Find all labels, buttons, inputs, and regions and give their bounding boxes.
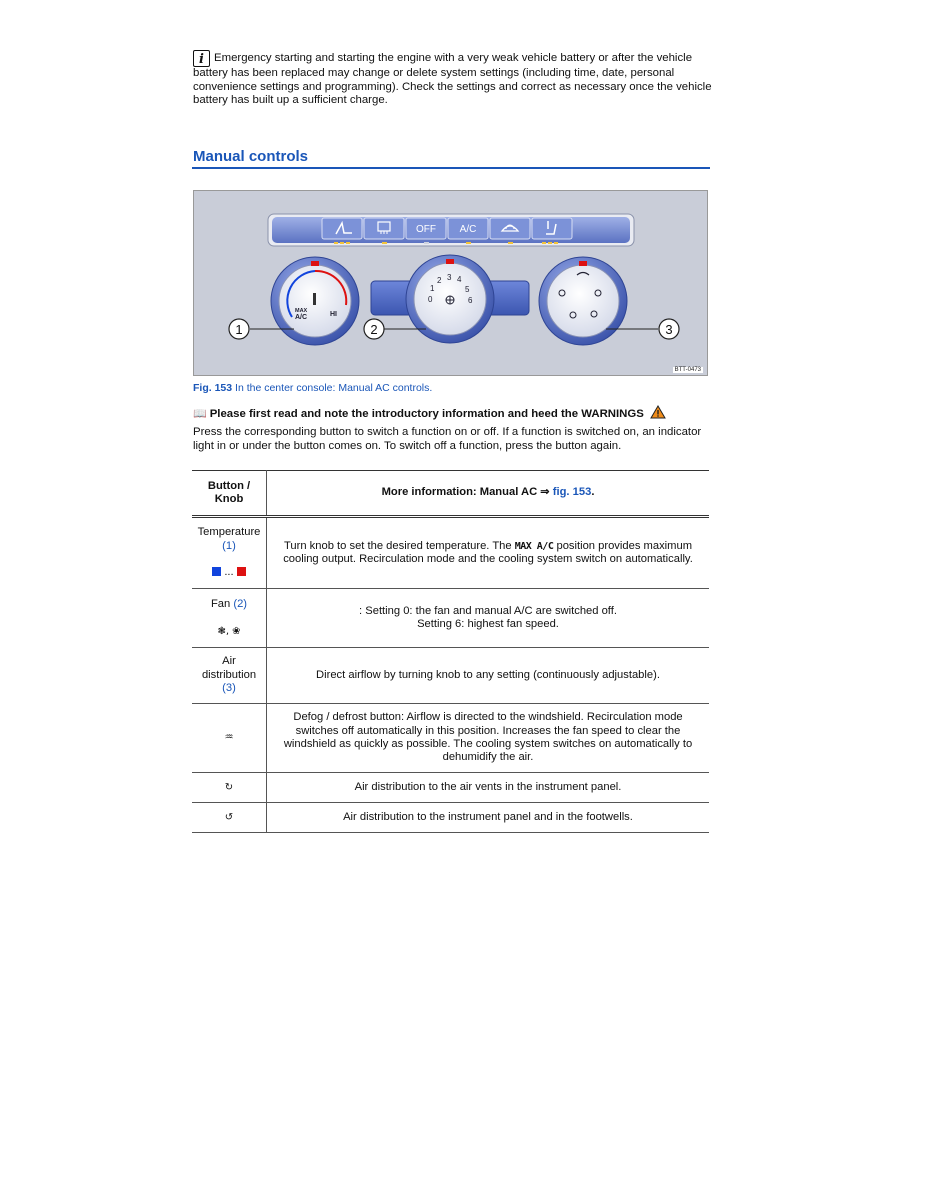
svg-text:5: 5: [465, 285, 470, 294]
air-distribution-knob[interactable]: [539, 257, 627, 345]
cold-square-icon: [212, 567, 221, 576]
table-row: [192, 704, 709, 773]
row-text: Defog / defrost button: Airflow is directed to the windshield. Recirculation mode switches off automatically in this position. Increases the fan speed to clear the windshield as quickly as possible. The cooling system switches on automatically to dehumidify the air.: [267, 704, 710, 773]
temperature-knob[interactable]: [271, 257, 359, 345]
button-seat-heat-left[interactable]: [322, 218, 362, 239]
button-recirculation[interactable]: [490, 218, 530, 239]
row-text: Turn knob to set the desired temperature. The MAX A/C position provides maximum cooling output. Recirculation mode and the cooling system switch on automatically.: [267, 517, 710, 589]
intro-text: Press the corresponding button to switch a function on or off. If a function is switched on, an indicator light in or under the button comes on. To switch off a function, press the button again.: [193, 426, 702, 452]
fig-link[interactable]: fig. 153: [552, 486, 592, 499]
svg-text:0: 0: [428, 295, 433, 304]
button-rear-defrost[interactable]: [364, 218, 404, 239]
manual-ac-figure: [193, 190, 708, 376]
row-label-panel-footwell: [192, 803, 267, 833]
hi-label: HI: [330, 311, 337, 318]
svg-text:3: 3: [447, 273, 452, 282]
header-more-info: More information: Manual AC ⇒ fig. 153.: [267, 471, 710, 517]
panel-vent-icon: ↻: [224, 781, 234, 793]
section-title: Manual controls: [193, 148, 309, 165]
title-divider: [192, 167, 710, 169]
table-row: [192, 517, 709, 589]
table-row: [192, 589, 709, 648]
fan-icon: ❃, ❀: [217, 625, 241, 637]
row-text: Air distribution to the air vents in the instrument panel.: [267, 773, 710, 803]
button-seat-heat-right[interactable]: [532, 218, 572, 239]
maxac-label: MAX: [295, 308, 308, 314]
row-label-defrost: [192, 704, 267, 773]
info-note: [193, 50, 713, 108]
svg-text:3: 3: [665, 322, 673, 337]
svg-text:1: 1: [235, 322, 243, 337]
svg-text:2: 2: [370, 322, 378, 337]
info-note-text: Emergency starting and starting the engine with a very weak vehicle battery or after the vehicle battery has been replaced may change or delete system settings (including time, date, personal convenience settings and programming). Check the settings and correct as necessary once the vehicle battery has built up a sufficient charge.: [193, 52, 712, 107]
button-off[interactable]: [406, 218, 446, 239]
ref-3-link[interactable]: (3): [222, 682, 236, 695]
panel-footwell-icon: ↺: [224, 811, 234, 823]
button-ac[interactable]: [448, 218, 488, 239]
ac-control-illustration: [194, 191, 708, 376]
row-text: Direct airflow by turning knob to any setting (continuously adjustable).: [267, 648, 710, 704]
table-header-row: [192, 471, 709, 517]
figure-caption: [193, 382, 432, 394]
ref-1-link[interactable]: (1): [222, 539, 236, 552]
maxac-label-2: A/C: [295, 314, 308, 321]
defrost-icon: ♒: [224, 732, 234, 744]
table-row: [192, 648, 709, 704]
read-first-text: Please first read and note the introductory information and heed the WARNINGS: [209, 408, 644, 420]
table-row: [192, 773, 709, 803]
header-button-knob: Button / Knob: [192, 471, 267, 517]
ref-2-link[interactable]: (2): [233, 597, 248, 610]
table-row: [192, 803, 709, 833]
svg-text:2: 2: [437, 276, 442, 285]
read-first-notice: [193, 405, 666, 420]
row-label-panel-vents: [192, 773, 267, 803]
controls-table: [192, 470, 709, 833]
row-text: : Setting 0: the fan and manual A/C are switched off. Setting 6: highest fan speed.: [267, 589, 710, 648]
off-label: OFF: [416, 224, 436, 235]
caption-label: Fig. 153: [193, 382, 233, 394]
row-text: Air distribution to the instrument panel and in the footwells.: [267, 803, 710, 833]
hot-square-icon: [237, 567, 246, 576]
svg-text:1: 1: [430, 284, 435, 293]
fan-knob[interactable]: [406, 255, 494, 343]
warning-icon: [650, 405, 666, 419]
book-icon: 📖: [193, 408, 207, 420]
row-label-temperature: Temperature (1) ...: [192, 517, 267, 589]
caption-text: In the center console: Manual AC controls.: [235, 382, 433, 394]
row-label-air-distribution: Air distribution (3): [192, 648, 267, 704]
ac-label: A/C: [459, 224, 477, 235]
svg-text:6: 6: [468, 296, 473, 305]
info-icon: i: [193, 50, 210, 67]
figure-code: BTT-0473: [674, 367, 701, 373]
row-label-fan: Fan (2) ❃, ❀: [192, 589, 267, 648]
svg-text:4: 4: [457, 275, 462, 284]
